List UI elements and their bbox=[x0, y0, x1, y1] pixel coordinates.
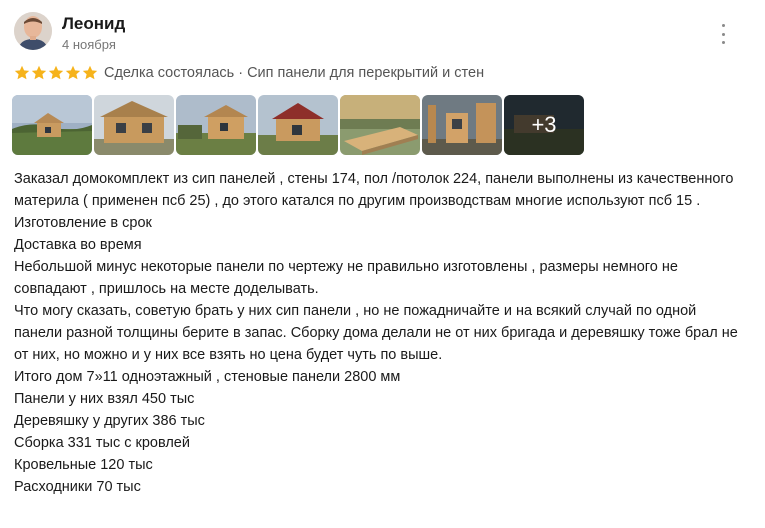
review-line: Небольшой минус некоторые панели по чертежу не правильно изготовлены , размеры немного не совпадают , пришлось на месте доделывать. bbox=[14, 259, 678, 297]
review-line: Доставка во время bbox=[14, 237, 142, 253]
photo-thumbnail[interactable] bbox=[176, 95, 256, 155]
review-date: 4 ноября bbox=[62, 37, 116, 52]
review-line: Заказал домокомплект из сип панелей , стены 174, пол /потолок 224, панели выполнены из качественного материла ( применен псб 25) , до этого катался по другим производствам многие используют псб 15 . bbox=[14, 171, 734, 209]
photo-gallery bbox=[12, 95, 584, 155]
rating-stars bbox=[14, 65, 98, 81]
review-line: Кровельные 120 тыс bbox=[14, 457, 153, 473]
review-text bbox=[14, 168, 745, 498]
star-icon bbox=[14, 65, 30, 81]
photo-thumbnail[interactable] bbox=[258, 95, 338, 155]
star-icon bbox=[65, 65, 81, 81]
photo-thumbnail[interactable] bbox=[94, 95, 174, 155]
star-icon bbox=[48, 65, 64, 81]
deal-info: Сделка состоялась · Сип панели для перекрытий и стен bbox=[104, 65, 485, 81]
review-meta bbox=[14, 63, 484, 83]
photo-thumbnail-more[interactable] bbox=[504, 95, 584, 155]
review-line: Панели у них взял 450 тыс bbox=[14, 391, 195, 407]
more-vertical-icon[interactable] bbox=[717, 24, 729, 44]
review-line: Итого дом 7»11 одноэтажный , стеновые панели 2800 мм bbox=[14, 369, 401, 385]
star-icon bbox=[82, 65, 98, 81]
photo-thumbnail[interactable] bbox=[422, 95, 502, 155]
author-name[interactable]: Леонид bbox=[62, 14, 126, 33]
review-header bbox=[14, 10, 751, 56]
photo-thumbnail[interactable] bbox=[340, 95, 420, 155]
review-line: Что могу сказать, советую брать у них сип панели , но не пожадничайте и на всякий случай по одной панели разной толщины берите в запас. Сборку дома делали не от них бригада и деревяшку тоже брал не от них, но можно и у них все взять но цена будет чуть по выше. bbox=[14, 303, 738, 363]
review-line: Изготовление в срок bbox=[14, 215, 152, 231]
avatar[interactable] bbox=[14, 12, 52, 50]
star-icon bbox=[31, 65, 47, 81]
more-photos-count: +3 bbox=[504, 95, 584, 155]
photo-thumbnail[interactable] bbox=[12, 95, 92, 155]
review-line: Сборка 331 тыс с кровлей bbox=[14, 435, 190, 451]
review-line: Расходники 70 тыс bbox=[14, 479, 141, 495]
review-line: Деревяшку у других 386 тыс bbox=[14, 413, 205, 429]
